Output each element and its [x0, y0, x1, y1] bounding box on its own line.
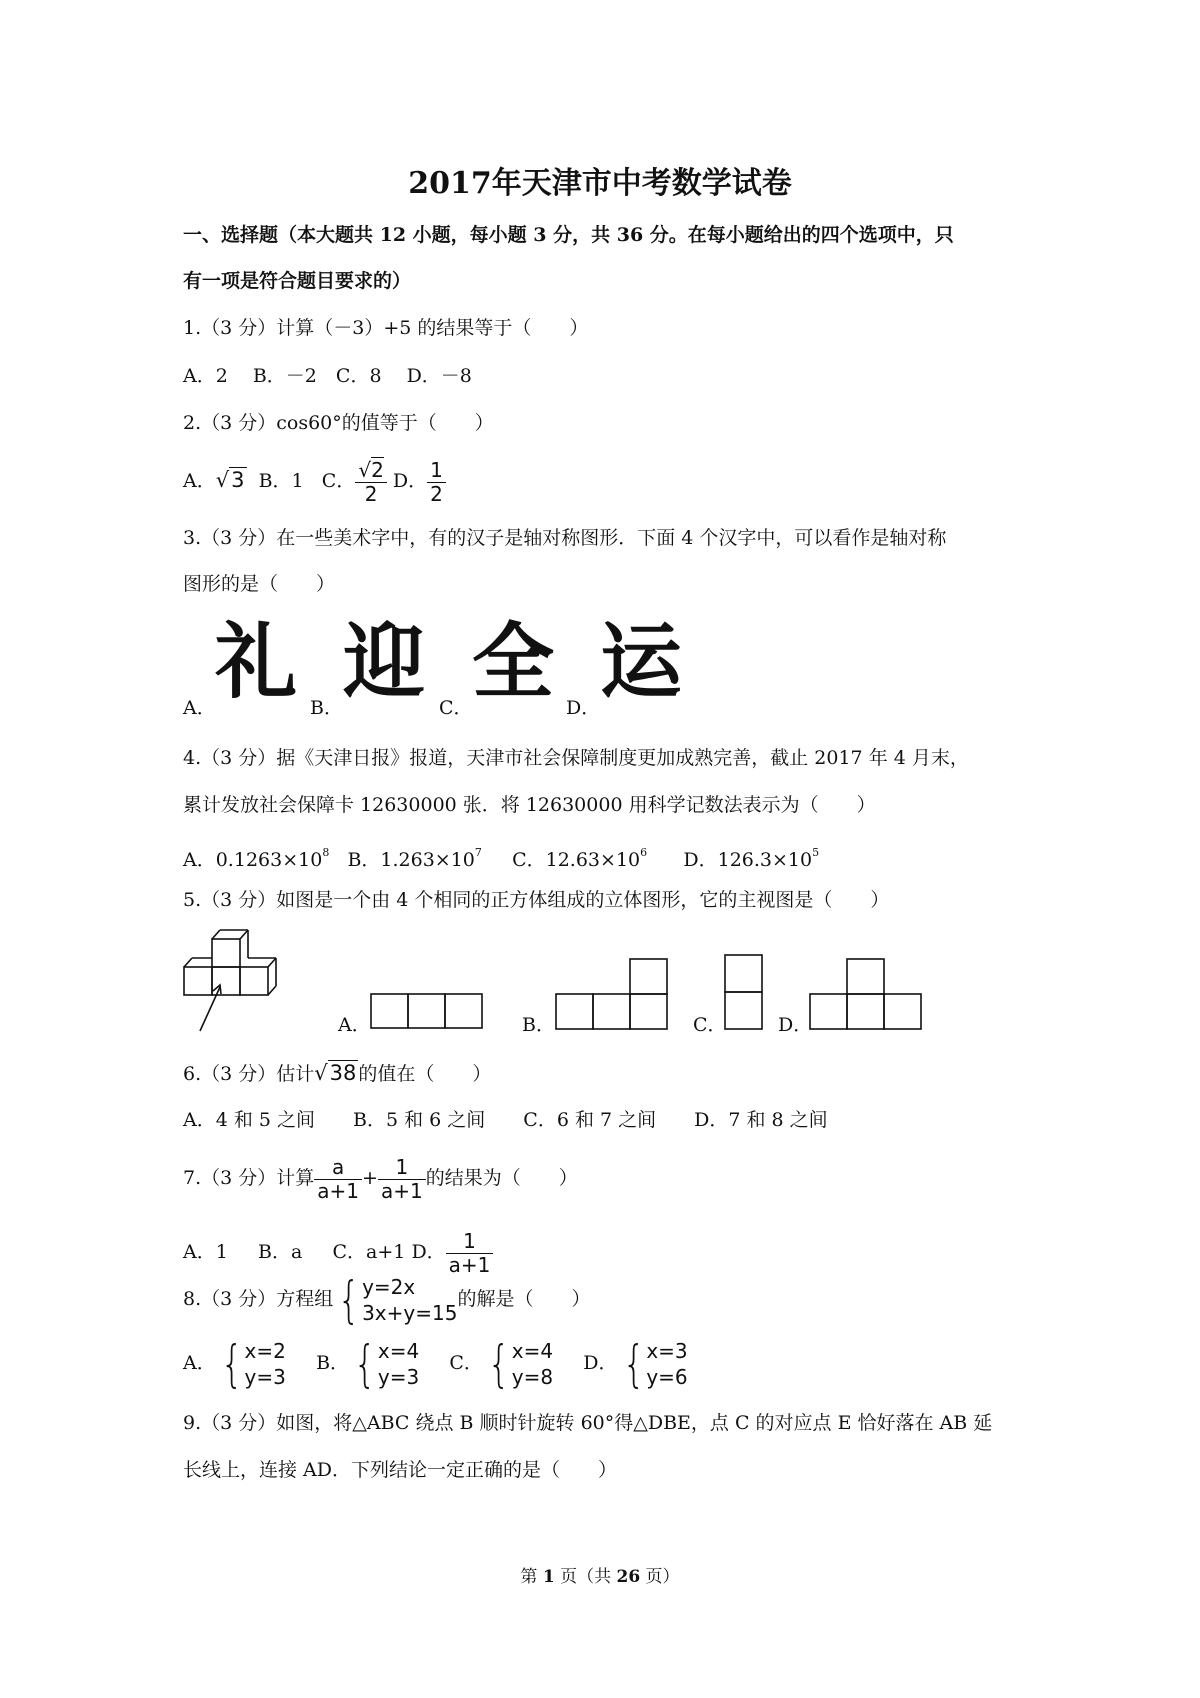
q8-stem [183, 1271, 590, 1327]
q1-stem: 1.（3 分）计算（－3）+5 的结果等于（ ） [183, 317, 589, 339]
q5-solid-figure [180, 925, 285, 1037]
q7-f1-num: a [314, 1156, 362, 1180]
q8-option-a-system: { x=2 y=3 [220, 1335, 286, 1393]
q5-label-a: A． [338, 1014, 371, 1036]
q2-d-den: 2 [430, 481, 443, 506]
page-title: 2017年天津市中考数学试卷 [408, 166, 792, 201]
q5-option-a-figure [369, 992, 485, 1032]
q2-option-d-fraction [427, 459, 446, 506]
q7-fraction-2 [378, 1156, 426, 1203]
q3-stem-line1: 3.（3 分）在一些美术字中，有的汉子是轴对称图形．下面 4 个汉字中，可以看作是轴对称 [183, 527, 947, 549]
q6-stem-post: 的值在（ ） [358, 1063, 492, 1085]
q2-stem: 2.（3 分）cos60°的值等于（ ） [183, 412, 494, 434]
q8-d-eq1: x=3 [646, 1339, 688, 1363]
q8-label-b: B． [316, 1352, 350, 1374]
q4-option-c: C．12.63×10 [512, 849, 641, 871]
q8-label-d: D． [583, 1352, 618, 1374]
q8-d-eq2: y=6 [646, 1365, 688, 1389]
q7-label-c: C．a+1 [332, 1241, 406, 1263]
q4-stem-line1: 4.（3 分）据《天津日报》报道，天津市社会保障制度更加成熟完善，截止 2017 年 4 月末， [183, 747, 969, 769]
q3-label-c: C． [439, 697, 473, 719]
q7-f1-den: a+1 [317, 1178, 360, 1203]
q6-sqrt: √38 [314, 1061, 357, 1085]
q4-option-b-exp: 7 [474, 846, 482, 859]
q6-radicand: 38 [329, 1061, 357, 1085]
q8-b-eq2: y=3 [377, 1365, 420, 1389]
q8-a-eq2: y=3 [244, 1365, 286, 1389]
q9-stem-line2: 长线上，连接 AD．下列结论一定正确的是（ ） [183, 1459, 617, 1481]
q3-char-d: 运 [600, 615, 683, 710]
q2-option-c-fraction: $\frac{√2}{2}$ [355, 459, 386, 506]
q5-stem: 5.（3 分）如图是一个由 4 个相同的正方体组成的立体图形，它的主视图是（ ） [183, 889, 890, 911]
q8-stem-pre: 8.（3 分）方程组 [183, 1288, 334, 1310]
q8-label-c: C． [449, 1352, 483, 1374]
footer-total-pages: 26 [616, 1567, 641, 1587]
q5-option-c-figure [723, 953, 765, 1032]
q1-options: A．2 B．－2 C．8 D．－8 [183, 365, 472, 387]
q6-stem-pre: 6.（3 分）估计 [183, 1063, 315, 1085]
page-footer [0, 1562, 1200, 1587]
q5-label-c: C． [693, 1014, 727, 1036]
footer-pre: 第 [520, 1567, 543, 1587]
q8-sys-eq2: 3x+y=15 [362, 1301, 458, 1325]
q2-label-c: C． [321, 470, 356, 492]
q2-label-a: A． [183, 470, 216, 492]
q9-stem-line1: 9.（3 分）如图，将△ABC 绕点 B 顺时针旋转 60°得△DBE，点 C 的对应点 E 恰好落在 AB 延 [183, 1412, 993, 1434]
q2-option-a-sqrt: √3 [215, 468, 245, 492]
footer-post: 页） [640, 1567, 680, 1587]
q7-fraction-1 [314, 1156, 362, 1203]
q8-sys-eq1: y=2x [362, 1275, 416, 1299]
footer-mid: 页（共 [554, 1567, 617, 1587]
q8-label-a: A． [183, 1352, 216, 1374]
q7-plus: + [362, 1167, 378, 1189]
q4-option-a-exp: 8 [322, 846, 330, 859]
q8-option-d-system: { x=3 y=6 [622, 1335, 688, 1393]
q3-label-b: B． [310, 697, 343, 719]
q7-stem [183, 1150, 578, 1206]
q4-option-b: B．1.263×10 [347, 849, 475, 871]
footer-page-number: 1 [542, 1567, 555, 1587]
q4-option-d: D．126.3×10 [683, 849, 813, 871]
q8-a-eq1: x=2 [244, 1339, 286, 1363]
q7-d-num: 1 [446, 1230, 494, 1254]
q3-char-a: 礼 [215, 615, 298, 710]
q3-stem-line2: 图形的是（ ） [183, 573, 336, 595]
q8-c-eq1: x=4 [511, 1339, 554, 1363]
q4-stem-line2: 累计发放社会保障卡 12630000 张．将 12630000 用科学记数法表示为（ ） [183, 794, 876, 816]
q2-c-den: 2 [364, 481, 378, 506]
q7-option-d-fraction [446, 1230, 494, 1277]
q6-stem [183, 1060, 491, 1087]
q4-option-c-exp: 6 [640, 846, 648, 859]
section-heading-line1: 一、选择题（本大题共 12 小题，每小题 3 分，共 36 分。在每小题给出的四个选项中，只 [183, 224, 954, 246]
q5-label-b: B． [522, 1014, 555, 1036]
q7-label-b: B．a [258, 1241, 303, 1263]
q8-system: { y=2x 3x+y=15 [338, 1271, 458, 1329]
q7-label-a: A．1 [183, 1241, 228, 1263]
q2-label-b: B．1 [258, 470, 304, 492]
q8-options [183, 1335, 688, 1391]
q7-f2-den: a+1 [380, 1178, 423, 1203]
q2-c-num-radicand: 2 [371, 457, 384, 482]
q3-label-d: D． [566, 697, 601, 719]
q5-option-d-figure [808, 955, 926, 1032]
q3-label-a: A． [183, 697, 216, 719]
section-heading-line2: 有一项是符合题目要求的） [183, 270, 412, 292]
q7-f2-num: 1 [378, 1156, 426, 1180]
q7-stem-pre: 7.（3 分）计算 [183, 1167, 315, 1189]
q8-stem-post: 的解是（ ） [457, 1288, 591, 1310]
q2-label-d: D． [392, 470, 428, 492]
q2-options [183, 455, 446, 506]
q3-char-b: 迎 [343, 615, 426, 710]
q8-c-eq2: y=8 [511, 1365, 554, 1389]
q7-d-den: a+1 [448, 1252, 491, 1277]
q4-option-a: A．0.1263×10 [183, 849, 323, 871]
q3-char-c: 全 [472, 615, 555, 710]
q8-b-eq1: x=4 [377, 1339, 420, 1363]
q4-options [183, 840, 819, 873]
q8-option-b-system: { x=4 y=3 [353, 1335, 420, 1393]
q7-stem-post: 的结果为（ ） [425, 1167, 578, 1189]
q7-label-d: D． [411, 1241, 446, 1263]
q8-option-c-system: { x=4 y=8 [487, 1335, 554, 1393]
q5-label-d: D． [778, 1014, 813, 1036]
q2-d-num: 1 [427, 459, 446, 483]
q4-option-d-exp: 5 [812, 846, 820, 859]
q6-options: A．4 和 5 之间 B．5 和 6 之间 C．6 和 7 之间 D．7 和 8 之间 [183, 1109, 828, 1131]
q5-option-b-figure [554, 955, 671, 1032]
q2-option-a-radicand: 3 [231, 468, 245, 492]
